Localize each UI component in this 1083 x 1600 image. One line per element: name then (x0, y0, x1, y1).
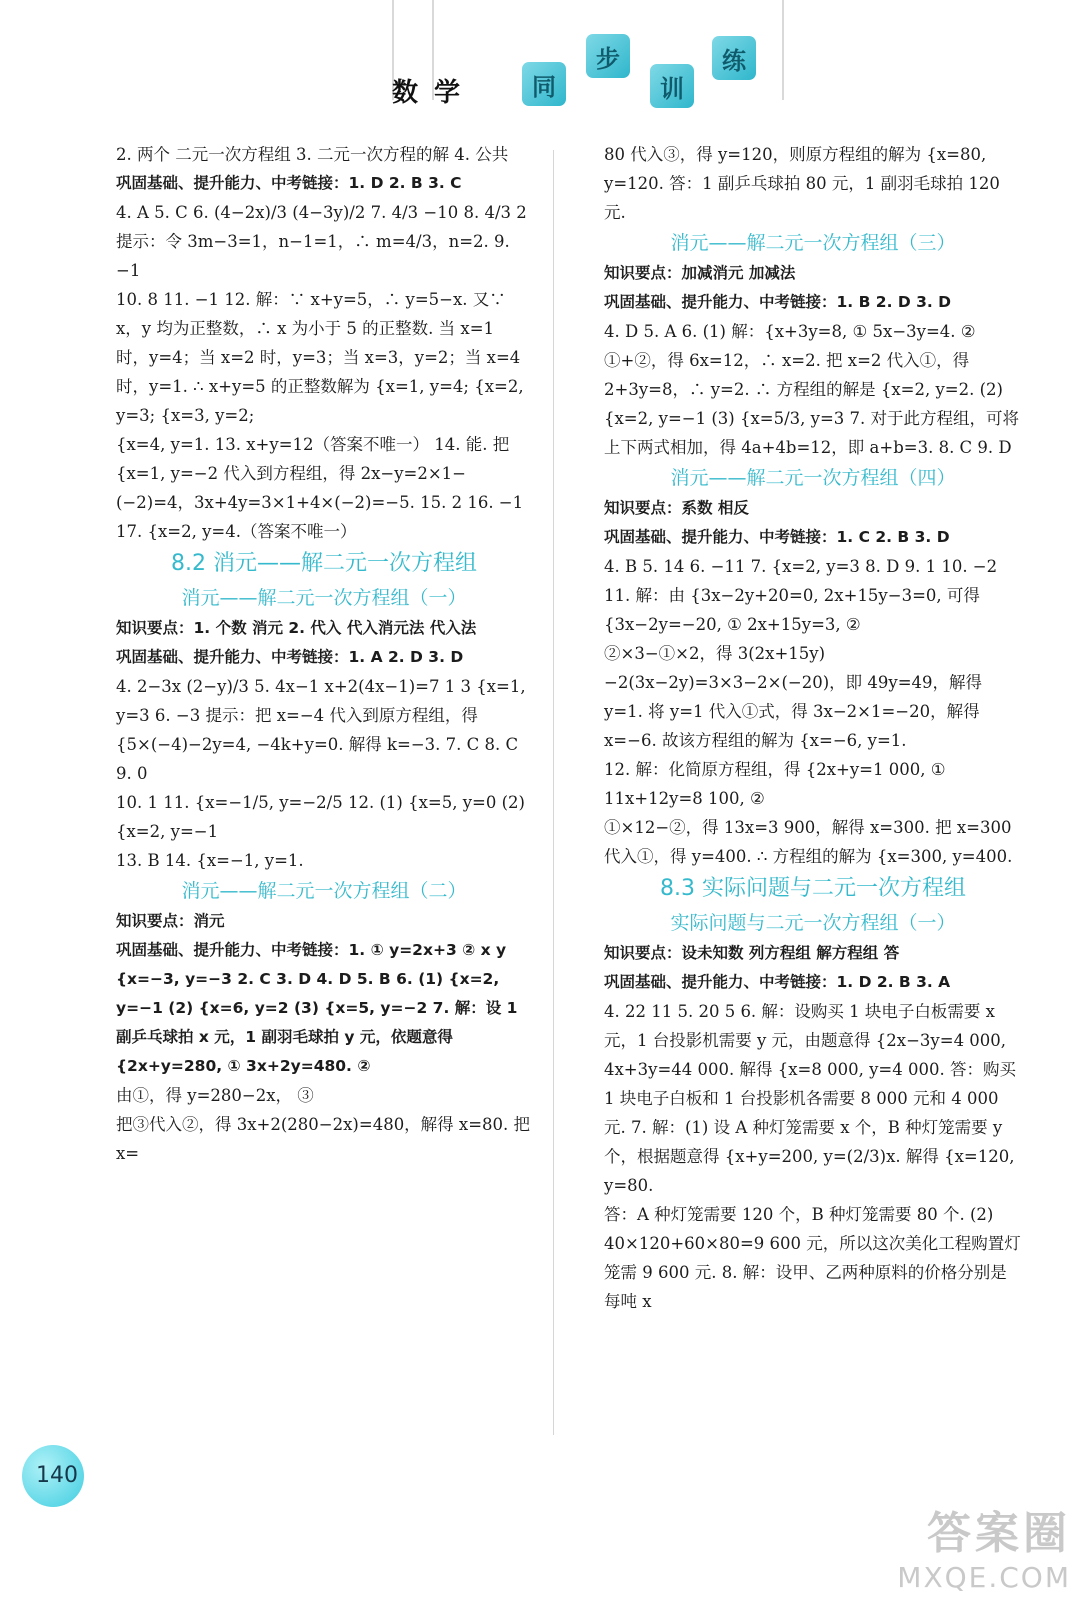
page-number-badge (22, 1445, 84, 1507)
answer-paragraph: 10. 1 11. {x=−1/5, y=−2/5 12. (1) {x=5, y=0 (2) {x=2, y=−1 (116, 793, 525, 841)
answer-paragraph: 由①，得 y=280−2x， ③ (116, 1086, 314, 1105)
watermark-en: MXQE.COM (897, 1561, 1071, 1594)
answer-paragraph: ①×12−②，得 13x=3 900，解得 x=300. 把 x=300 代入①，得 y=400. ∴ 方程组的解为 {x=300, y=400. (604, 818, 1013, 866)
answer-paragraph: 答：A 种灯笼需要 120 个，B 种灯笼需要 80 个. (2) 40×120+60×80=9 600 元，所以这次美化工程购置灯笼需 9 600 元. 8. 解：设甲、乙两种原料的价格分别是每吨 x (604, 1205, 1021, 1311)
answer-paragraph: 2. 两个 二元一次方程组 3. 二元一次方程的解 4. 公共 (116, 145, 509, 164)
answer-paragraph: 巩固基础、提升能力、中考链接：1. D 2. B 3. A (604, 973, 951, 991)
answer-paragraph: ①+②，得 6x=12，∴ x=2. 把 x=2 代入①，得 2+3y=8，∴ y=2. ∴ 方程组的解是 {x=2, y=2. (2) {x=2, y=−1 (3) {x=5/3, y=3 7. 对于此方程组，可将上下两式相加，得 4a+4b=12，即 a+b=3. 8. C 9. D (604, 351, 1019, 457)
subsection-heading: 消元——解二元一次方程组（二） (181, 880, 467, 902)
answer-paragraph: 提示：令 3m−3=1，n−1=1，∴ m=4/3，n=2. 9. −1 (116, 232, 510, 280)
answer-column-left (116, 140, 532, 1168)
title-tile: 练 (712, 36, 756, 80)
page-header (0, 0, 1083, 130)
title-tile: 训 (650, 64, 694, 108)
watermark-cn: 答案圈 (927, 1508, 1071, 1559)
answer-paragraph: 4. D 5. A 6. (1) 解：{x+3y=8, ① 5x−3y=4. ② (604, 322, 976, 341)
answer-paragraph: 巩固基础、提升能力、中考链接：1. D 2. B 3. C (116, 174, 462, 192)
subsection-heading: 消元——解二元一次方程组（一） (181, 587, 467, 609)
answer-paragraph: 巩固基础、提升能力、中考链接：1. C 2. B 3. D (604, 528, 950, 546)
subject-title: 数学 (392, 78, 477, 108)
answer-paragraph: 10. 8 11. −1 12. 解：∵ x+y=5，∴ y=5−x. 又∵ x，y 均为正整数，∴ x 为小于 5 的正整数. 当 x=1 时，y=4；当 x=2 时，y=3；当 x=3，y=2；当 x=4 时，y=1. ∴ x+y=5 的正整数解为 {x=1, y=4; {x=2, y=3; {x=3, y=2; (116, 290, 524, 425)
answer-paragraph: 4. 2−3x (2−y)/3 5. 4x−1 x+2(4x−1)=7 1 3 {x=1, y=3 6. −3 提示：把 x=−4 代入到原方程组，得 {5×(−4)−2y=4, −4k+y=0. 解得 k=−3. 7. C 8. C 9. 0 (116, 677, 526, 783)
answer-paragraph: 4. B 5. 14 6. −11 7. {x=2, y=3 8. D 9. 1 10. −2 (604, 557, 998, 576)
header-rule (782, 0, 784, 100)
column-divider (553, 150, 554, 1435)
subsection-heading: 消元——解二元一次方程组（四） (670, 467, 956, 489)
answer-paragraph: 巩固基础、提升能力、中考链接：1. ① y=2x+3 ② x y {x=−3, y=−3 2. C 3. D 4. D 5. B 6. (1) {x=2, y=−1 (2) {x=6, y=2 (3) {x=5, y=−2 7. 解：设 1 副乒乓球拍 x 元，1 副羽毛球拍 y 元，依题意得 {2x+y=280, ① 3x+2y=480. ② (116, 941, 518, 1075)
answer-paragraph: 巩固基础、提升能力、中考链接：1. A 2. D 3. D (116, 648, 464, 666)
subsection-heading: 消元——解二元一次方程组（三） (670, 232, 956, 254)
answer-paragraph: {x=4, y=1. 13. x+y=12（答案不唯一） 14. 能. 把 {x=1, y=−2 代入到方程组，得 2x−y=2×1−(−2)=4，3x+4y=3×1+4×(−2)=−5. 15. 2 16. −1 17. {x=2, y=4.（答案不唯一） (116, 435, 524, 541)
answer-paragraph: ②×3−①×2，得 3(2x+15y)−2(3x−2y)=3×3−2×(−20)，即 49y=49，解得 y=1. 将 y=1 代入①式，得 3x−2×1=−20，解得 x=−6. 故该方程组的解为 {x=−6, y=1. (604, 644, 983, 750)
answer-paragraph: 把③代入②，得 3x+2(280−2x)=480，解得 x=80. 把 x= (116, 1115, 531, 1163)
answer-paragraph: 知识要点：加减消元 加减法 (604, 264, 796, 282)
page-number: 140 (36, 1463, 78, 1488)
title-tile: 同 (522, 62, 566, 106)
answer-paragraph: 4. 22 11 5. 20 5 6. 解：设购买 1 块电子白板需要 x 元，1 台投影机需要 y 元，由题意得 {2x−3y=4 000, 4x+3y=44 000. 解得 {x=8 000, y=4 000. 答：购买 1 块电子白板和 1 台投影机各需要 8 000 元和 4 000 元. 7. 解：(1) 设 A 种灯笼需要 x 个，B 种灯笼需要 y 个，根据题意得 {x+y=200, y=(2/3)x. 解得 {x=120, y=80. (604, 1002, 1016, 1195)
answer-column-right (604, 140, 1022, 1316)
answer-paragraph: 知识要点：系数 相反 (604, 499, 749, 517)
title-tile: 步 (586, 34, 630, 78)
answer-paragraph: 13. B 14. {x=−1, y=1. (116, 851, 304, 870)
section-heading: 8.2 消元——解二元一次方程组 (171, 551, 477, 576)
answer-paragraph: 知识要点：1. 个数 消元 2. 代入 代入消元法 代入法 (116, 619, 477, 637)
answer-paragraph: 11. 解：由 {3x−2y+20=0, 2x+15y−3=0, 可得 {3x−2y=−20, ① 2x+15y=3, ② (604, 586, 980, 634)
watermark (897, 1497, 1071, 1594)
answer-paragraph: 巩固基础、提升能力、中考链接：1. B 2. D 3. D (604, 293, 952, 311)
answer-paragraph: 知识要点：消元 (116, 912, 225, 930)
section-heading: 8.3 实际问题与二元一次方程组 (660, 876, 966, 901)
answer-paragraph: 知识要点：设未知数 列方程组 解方程组 答 (604, 944, 900, 962)
answer-paragraph: 80 代入③，得 y=120，则原方程组的解为 {x=80, y=120. 答：1 副乒乓球拍 80 元，1 副羽毛球拍 120 元. (604, 145, 1000, 222)
answer-paragraph: 4. A 5. C 6. (4−2x)/3 (4−3y)/2 7. 4/3 −10 8. 4/3 2 (116, 203, 527, 222)
answer-paragraph: 12. 解：化简原方程组，得 {2x+y=1 000, ① 11x+12y=8 100, ② (604, 760, 946, 808)
subsection-heading: 实际问题与二元一次方程组（一） (670, 912, 956, 934)
